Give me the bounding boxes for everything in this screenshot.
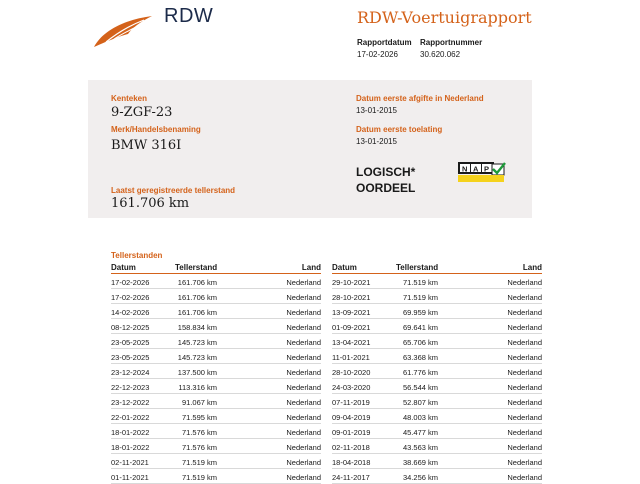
row-land: Nederland [286,353,321,362]
row-land: Nederland [286,278,321,287]
row-tellerstand: 61.776 km [402,368,438,377]
row-tellerstand: 71.519 km [402,293,438,302]
row-date: 23-12-2022 [111,398,150,407]
table-row [332,334,542,349]
row-date: 17-02-2026 [111,278,150,287]
row-date: 23-05-2025 [111,338,150,347]
row-land: Nederland [286,368,321,377]
table-row [332,274,542,289]
row-date: 18-01-2022 [111,443,150,452]
row-land: Nederland [507,308,542,317]
row-land: Nederland [507,413,542,422]
row-tellerstand: 145.723 km [177,353,217,362]
row-land: Nederland [286,338,321,347]
row-date: 13-09-2021 [332,308,371,317]
brand-name: RDW [164,5,214,27]
row-tellerstand: 38.669 km [402,458,438,467]
row-tellerstand: 69.641 km [402,323,438,332]
tellerstanden-title: Tellerstanden [111,251,163,260]
row-tellerstand: 43.563 km [402,443,438,452]
row-land: Nederland [507,293,542,302]
row-land: Nederland [286,308,321,317]
table-row [111,424,321,439]
svg-text:P: P [484,164,490,174]
row-tellerstand: 91.067 km [181,398,217,407]
oordeel-text [356,164,415,196]
row-date: 08-12-2025 [111,323,150,332]
row-tellerstand: 52.807 km [402,398,438,407]
table-row [111,364,321,379]
table-row [111,394,321,409]
table-row [111,349,321,364]
row-land: Nederland [507,428,542,437]
tellerstand-header: Tellerstand [396,263,439,272]
afgifte-value: 13-01-2015 [356,106,397,115]
row-land: Nederland [286,323,321,332]
row-tellerstand: 71.519 km [181,473,217,482]
table-row [111,304,321,319]
row-tellerstand: 56.544 km [402,383,438,392]
row-date: 17-02-2026 [111,293,150,302]
row-land: Nederland [507,278,542,287]
row-land: Nederland [286,473,321,482]
row-tellerstand: 161.706 km [177,293,217,302]
land-header: Land [522,263,542,272]
table-row [332,409,542,424]
row-tellerstand: 65.706 km [402,338,438,347]
oordeel-line-1: LOGISCH* [356,165,416,179]
toelating-value: 13-01-2015 [356,137,397,146]
row-date: 18-04-2018 [332,458,371,467]
row-tellerstand: 71.519 km [181,458,217,467]
row-date: 14-02-2026 [111,308,150,317]
row-tellerstand: 113.316 km [178,383,217,392]
rdw-logo [92,14,154,48]
row-land: Nederland [507,323,542,332]
oordeel-line-2: OORDEEL [356,181,416,195]
row-date: 07-11-2019 [332,398,370,407]
row-tellerstand: 71.576 km [181,443,217,452]
table-header [111,262,321,274]
row-land: Nederland [286,293,321,302]
row-land: Nederland [507,338,542,347]
row-land: Nederland [286,413,321,422]
table-header [332,262,542,274]
table-row [111,334,321,349]
row-date: 01-09-2021 [332,323,371,332]
table-row [332,304,542,319]
table-row [111,469,321,484]
table-row [332,454,542,469]
kenteken-value: 9-ZGF-23 [111,105,173,120]
row-land: Nederland [507,383,542,392]
table-row [332,424,542,439]
tellerstand-value: 161.706 km [111,196,190,211]
tellerstand-header: Tellerstand [175,263,218,272]
table-row [111,319,321,334]
row-tellerstand: 34.256 km [402,473,438,482]
table-row [111,439,321,454]
odometer-table-left [111,262,321,484]
nap-check-icon [458,162,506,182]
table-row [332,439,542,454]
rapportnummer-label: Rapportnummer [420,38,483,47]
datum-header: Datum [111,263,136,272]
toelating-label: Datum eerste toelating [356,125,443,134]
afgifte-label: Datum eerste afgifte in Nederland [356,94,484,103]
row-tellerstand: 161.706 km [177,278,217,287]
row-land: Nederland [507,368,542,377]
rapportdatum-label: Rapportdatum [357,38,412,47]
table-row [332,349,542,364]
table-row [111,289,321,304]
row-land: Nederland [507,458,542,467]
row-land: Nederland [507,353,542,362]
row-tellerstand: 71.519 km [402,278,438,287]
table-row [332,394,542,409]
row-tellerstand: 48.003 km [402,413,438,422]
merk-label: Merk/Handelsbenaming [111,125,201,134]
row-date: 28-10-2021 [332,293,371,302]
report-title: RDW-Voertuigrapport [357,8,532,27]
row-date: 29-10-2021 [332,278,371,287]
row-land: Nederland [507,443,542,452]
datum-header: Datum [332,263,357,272]
row-date: 13-04-2021 [332,338,371,347]
row-tellerstand: 71.576 km [181,428,217,437]
row-date: 22-01-2022 [111,413,150,422]
vehicle-info-panel [88,80,532,218]
row-date: 18-01-2022 [111,428,150,437]
table-row [111,274,321,289]
table-row [111,454,321,469]
row-tellerstand: 69.959 km [402,308,438,317]
merk-value: BMW 316I [111,138,182,153]
table-row [111,379,321,394]
table-row [332,469,542,484]
row-tellerstand: 63.368 km [402,353,438,362]
rapportdatum-value: 17-02-2026 [357,50,398,59]
row-date: 01-11-2021 [111,473,149,482]
row-tellerstand: 137.500 km [177,368,217,377]
row-date: 28-10-2020 [332,368,371,377]
row-land: Nederland [507,398,542,407]
svg-text:A: A [473,164,479,174]
row-tellerstand: 158.834 km [177,323,217,332]
svg-text:N: N [462,164,468,174]
rapportnummer-value: 30.620.062 [420,50,461,59]
row-date: 23-05-2025 [111,353,150,362]
row-date: 09-04-2019 [332,413,371,422]
row-date: 02-11-2018 [332,443,370,452]
table-row [332,379,542,394]
kenteken-label: Kenteken [111,94,148,103]
row-date: 24-11-2017 [332,473,370,482]
row-tellerstand: 145.723 km [177,338,217,347]
row-land: Nederland [286,458,321,467]
row-date: 23-12-2024 [111,368,150,377]
table-row [332,289,542,304]
row-date: 11-01-2021 [332,353,370,362]
tellerstand-label: Laatst geregistreerde tellerstand [111,186,236,195]
row-tellerstand: 71.595 km [181,413,217,422]
table-row [111,409,321,424]
row-land: Nederland [286,398,321,407]
row-land: Nederland [286,443,321,452]
table-row [332,364,542,379]
row-date: 09-01-2019 [332,428,371,437]
row-land: Nederland [286,383,321,392]
row-land: Nederland [507,473,542,482]
row-date: 24-03-2020 [332,383,371,392]
row-tellerstand: 161.706 km [177,308,217,317]
row-date: 02-11-2021 [111,458,149,467]
table-row [332,319,542,334]
odometer-table-right [332,262,542,484]
row-tellerstand: 45.477 km [402,428,438,437]
land-header: Land [301,263,321,272]
row-date: 22-12-2023 [111,383,150,392]
row-land: Nederland [286,428,321,437]
